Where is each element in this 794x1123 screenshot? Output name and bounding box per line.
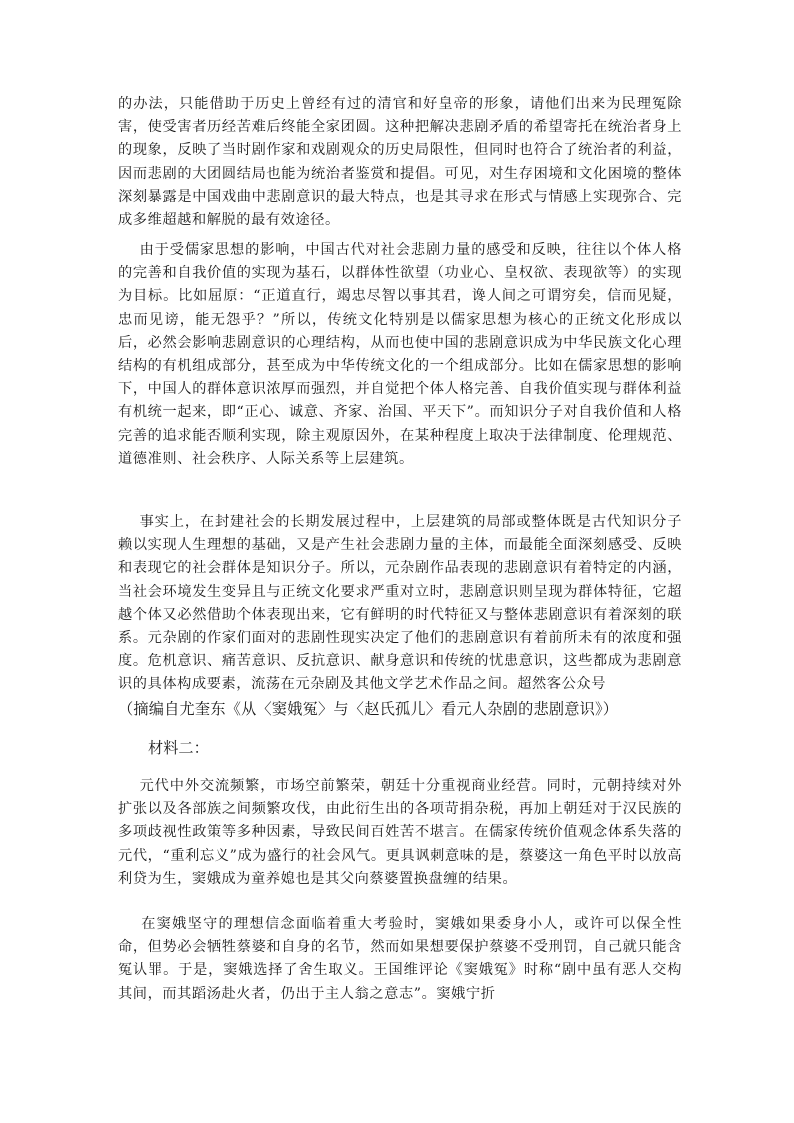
body-paragraph: 的办法，只能借助于历史上曾经有过的清官和好皇帝的形象，请他们出来为民理冤除害，使受害者历经苦难后终能全家团圆。这种把解决悲剧矛盾的希望寄托在统治者身上的现象，反映了当时剧作家和戏剧观众的历史局限性，但同时也符合了统治者的利益，因而悲剧的大团圆结局也能为统治者鉴赏和提倡。可见，对生存困境和文化困境的整体深刻暴露是中国戏曲中悲剧意识的最大特点，也是其寻求在形式与情感上实现弥合、完成多维超越和解脱的最有效途径。 bbox=[118, 96, 682, 229]
material-heading: 材料二： bbox=[148, 739, 209, 757]
source-citation: （摘编自尤奎东《从〈窦娥冤〉与〈赵氏孤儿〉看元人杂剧的悲剧意识》） bbox=[118, 700, 619, 718]
body-paragraph: 由于受儒家思想的影响，中国古代对社会悲剧力量的感受和反映，往往以个体人格的完善和自我价值的实现为基石，以群体性欲望（功业心、皇权欲、表现欲等）的实现为目标。比如屈原：“正道直行，竭忠尽智以事其君，谗人间之可谓穷矣，信而见疑，忠而见谤，能无怨乎？”所以，传统文化特别是以儒家思想为核心的正统文化形成以后，必然会影响悲剧意识的心理结构，从而也使中国的悲剧意识成为中华民族文化心理结构的有机组成部分，甚至成为中华传统文化的一个组成部分。比如在儒家思想的影响下，中国人的群体意识浓厚而强烈，并自觉把个体人格完善、自我价值实现与群体利益有机统一起来，即“正心、诚意、齐家、治国、平天下”。而知识分子对自我价值和人格完善的追求能否顺利实现，除主观原因外，在某种程度上取决于法律制度、伦理规范、道德准则、社会秩序、人际关系等上层建筑。 bbox=[118, 242, 682, 467]
body-paragraph: 事实上，在封建社会的长期发展过程中，上层建筑的局部或整体既是古代知识分子赖以实现人生理想的基础，又是产生社会悲剧力量的主体，而最能全面深刻感受、反映和表现它的社会群体是知识分子。所以，元杂剧作品表现的悲剧意识有着特定的内涵，当社会环境发生变异且与正统文化要求严重对立时，悲剧意识则呈现为群体特征，它超越个体又必然借助个体表现出来，它有鲜明的时代特征又与整体悲剧意识有着深刻的联系。元杂剧的作家们面对的悲剧性现实决定了他们的悲剧意识有着前所未有的浓度和强度。危机意识、痛苦意识、反抗意识、献身意识和传统的忧患意识，这些都成为悲剧意识的具体构成要素，流荡在元杂剧及其他文学艺术作品之间。超然客公众号 bbox=[118, 514, 682, 693]
body-paragraph: 元代中外交流频繁，市场空前繁荣，朝廷十分重视商业经营。同时，元朝持续对外扩张以及各部族之间频繁攻伐，由此衍生出的各项苛捐杂税，再加上朝廷对于汉民族的多项歧视性政策等多种因素，导致民间百姓苦不堪言。在儒家传统价值观念体系失落的元代，“重利忘义”成为盛行的社会风气。更具讽刺意味的是，蔡婆这一角色平时以放高利贷为生，窦娥成为童养媳也是其父向蔡婆置换盘缠的结果。 bbox=[118, 778, 682, 887]
body-paragraph: 在窦娥坚守的理想信念面临着重大考验时，窦娥如果委身小人，或许可以保全性命，但势必会牺牲蔡婆和自身的名节，然而如果想要保护蔡婆不受刑罚，自己就只能含冤认罪。于是，窦娥选择了舍生取义。王国维评论《窦娥冤》时称“剧中虽有恶人交构其间，而其蹈汤赴火者，仍出于主人翁之意志”。窦娥宁折 bbox=[118, 916, 682, 1002]
